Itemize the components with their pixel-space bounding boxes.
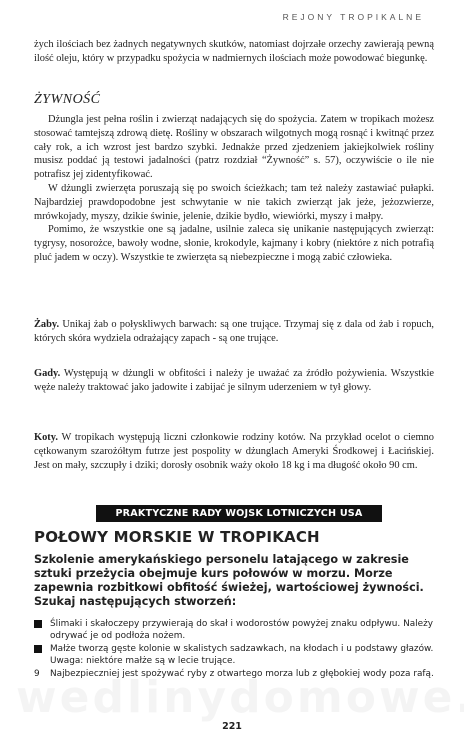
intro-text: żych ilościach bez żadnych negatywnych skutków, natomiast dojrzałe orzechy zawierają pewną ilość oleju, który w przypadku spożycia w nadmiernych ilościach może powodować biegunkę. — [34, 39, 434, 64]
entry-term: Gady. — [34, 368, 61, 379]
entry-term: Koty. — [34, 432, 58, 443]
list-item-text: Małże tworzą gęste kolonie w skalistych sadzawkach, na kłodach i u podstawy głazów. Uwaga: niektóre małże są w lecie trujące. — [50, 644, 434, 666]
watermark — [16, 672, 464, 723]
entry-cats — [34, 431, 434, 472]
section-body — [34, 113, 434, 265]
list-item — [34, 618, 434, 642]
list-item-text: Najbezpieczniej jest spożywać ryby z otwartego morza lub z głębokiej wody poza rafą. — [50, 669, 434, 679]
box-lead: Szkolenie amerykańskiego personelu latającego w zakresie sztuki przeżycia obejmuje kurs połowów w morzu. Morze zapewnia rozbitkowi obfitość świeżej, wartościowej żywności. Szukaj następujących stworzeń: — [34, 553, 424, 608]
entry-text: Występują w dżungli w obfitości i należy je uważać za źródło pożywienia. Wszystkie węże należy traktować jako jadowite i zabijać je silnym uderzeniem w tył głowy. — [34, 368, 434, 393]
entry-text: W tropikach występują liczni członkowie rodziny kotów. Na przykład ocelot o ciemno cętkowanym szarożółtym futrze jest pospolity w dżunglach Ameryki Środkowej i Łacińskiej. Jest on mały, szczupły i dziki; dorosły osobnik waży około 18 kg i ma długość około 90 cm. — [34, 432, 434, 471]
square-bullet-icon — [34, 643, 44, 657]
entry-text: Unikaj żab o połyskliwych barwach: są one trujące. Trzymaj się z dala od żab i ropuch, których skóra wydziela odrażający zapach - są one trujące. — [34, 319, 434, 344]
sidebar-banner: PRAKTYCZNE RADY WOJSK LOTNICZYCH USA — [96, 505, 382, 522]
running-header: REJONY TROPIKALNE — [282, 12, 424, 22]
paragraph-2: W dżungli zwierzęta poruszają się po swoich ścieżkach; tam też należy zastawiać pułapki. Najbardziej prawdopodobne jest schwytanie w nie takich zwierząt jak jeże, jeżozwierze, mrówkojady, myszy, dzikie świnie, jelenie, dzikie bydło, wiewiórki, myszy i małpy. — [34, 182, 434, 222]
list-item-text: Ślimaki i skałoczepy przywierają do skał i wodorostów powyżej znaku odpływu. Należy odrywać je od podłoża nożem. — [50, 619, 433, 641]
section-heading: ŻYWNOŚĆ — [34, 92, 101, 107]
entry-reptiles — [34, 367, 434, 395]
entry-term: Żaby. — [34, 319, 60, 330]
square-bullet-icon — [34, 618, 44, 632]
list-item-marker: 9 — [34, 669, 40, 679]
intro-paragraph — [34, 38, 434, 66]
entry-frogs — [34, 318, 434, 346]
box-title: POŁOWY MORSKIE W TROPIKACH — [34, 528, 320, 546]
list-item — [34, 643, 434, 667]
page-number: 221 — [222, 721, 242, 732]
paragraph-3: Pomimo, że wszystkie one są jadalne, usilnie zaleca się unikanie następujących zwierząt: tygrysy, nosorożce, bawoły wodne, słonie, krokodyle, kajmany i kobry (niektóre z nich potrafią pluć jadem w oczy). Wszystkie te zwierzęta są niebezpieczne i mogą zabić człowieka. — [34, 224, 434, 263]
paragraph-1: Dżungla jest pełna roślin i zwierząt nadających się do spożycia. Zatem w tropikach możesz stosować tamtejszą zdrową dietę. Rośliny w obszarach wilgotnych mogą rosnąć i kwitnąć przez cały rok, a ich wzrost jest bardzo szybki. Jednakże przed zjedzeniem jakiejkolwiek rośliny musisz poddać ją testowi jadalności (patrz rozdział “Żywność” s. 57), oczywiście o ile nie potrafisz jej zidentyfikować. — [34, 114, 434, 181]
